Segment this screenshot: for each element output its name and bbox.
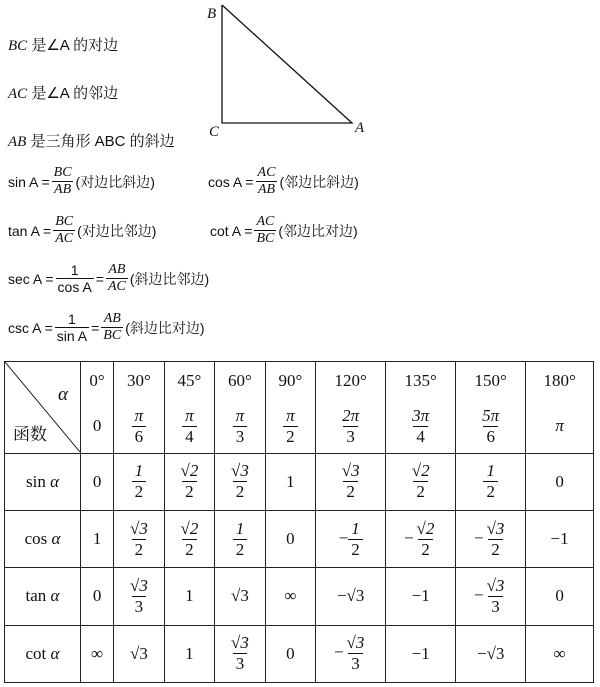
degree-value: 45° xyxy=(177,371,202,391)
numerator: AB xyxy=(103,311,121,326)
fraction xyxy=(228,633,252,674)
formula-lhs: sin A = xyxy=(8,173,50,190)
denominator: 2 xyxy=(132,481,147,502)
numerator: √2 xyxy=(180,461,199,481)
degree-value: 150° xyxy=(474,371,507,391)
function-name-cell xyxy=(5,625,81,682)
function-name: cos xyxy=(24,529,48,549)
cell-value: 1 xyxy=(185,586,194,606)
minus-sign: − xyxy=(473,527,484,547)
value-cell xyxy=(215,568,266,625)
denominator: 2 xyxy=(413,481,428,502)
cell-value: 0 xyxy=(555,586,564,606)
degree-cell xyxy=(316,362,386,401)
cell-value: 0 xyxy=(286,529,295,549)
degree-value: 0° xyxy=(89,371,105,391)
denominator: 2 xyxy=(233,481,248,502)
formula-lhs: cos A = xyxy=(208,173,254,190)
value-cell xyxy=(81,510,114,567)
function-label: 函数 xyxy=(13,424,47,445)
cell-value: √3 xyxy=(129,643,148,663)
numerator: 5π xyxy=(482,405,500,425)
cos-formula xyxy=(208,165,359,198)
table-row xyxy=(5,453,594,510)
denominator: 4 xyxy=(182,426,197,447)
value-cell xyxy=(526,625,594,682)
numerator: 1 xyxy=(235,518,245,538)
vertex-c-label: C xyxy=(209,124,220,140)
numerator: 2π xyxy=(342,405,360,425)
value-cell xyxy=(386,510,456,567)
numerator: AC xyxy=(257,165,276,180)
formula-note: (邻边比斜边) xyxy=(279,173,359,190)
denominator: 3 xyxy=(488,596,503,617)
radian-cell xyxy=(164,400,215,453)
equals-sign: = xyxy=(91,319,100,336)
value-cell xyxy=(456,625,526,682)
denominator: 2 xyxy=(418,539,433,560)
minus-sign: − xyxy=(333,642,344,662)
fraction xyxy=(127,519,151,560)
cell-value: 1 xyxy=(185,643,194,663)
fraction xyxy=(414,519,438,560)
radian-cell xyxy=(265,400,315,453)
function-name-cell xyxy=(5,510,81,567)
denominator: 2 xyxy=(483,481,498,502)
denominator: sin A xyxy=(56,328,88,344)
cell-value: ∞ xyxy=(284,586,297,606)
formula-note: (对边比斜边) xyxy=(75,173,155,190)
table-row xyxy=(5,568,594,625)
fraction xyxy=(348,519,363,560)
trig-values-table xyxy=(4,361,594,683)
numerator: π xyxy=(235,405,245,425)
fraction xyxy=(132,406,147,447)
denominator: BC xyxy=(256,231,275,246)
value-cell xyxy=(81,625,114,682)
denominator: AC xyxy=(55,231,74,246)
value-cell xyxy=(456,568,526,625)
vertex-b-label: B xyxy=(207,6,217,22)
fraction xyxy=(182,406,197,447)
definition-opposite xyxy=(8,34,118,55)
numerator: √3 xyxy=(231,633,249,653)
formula-note: (邻边比对边) xyxy=(278,222,358,239)
fraction xyxy=(127,576,151,617)
minus-sign: − xyxy=(473,585,484,605)
radian-cell xyxy=(316,400,386,453)
value-cell xyxy=(456,453,526,510)
value-cell xyxy=(526,453,594,510)
cell-value: 1 xyxy=(286,471,295,491)
value-cell xyxy=(164,453,215,510)
numerator: 1 xyxy=(70,262,79,278)
denominator: 3 xyxy=(233,653,248,674)
denominator: 3 xyxy=(233,426,248,447)
function-name-cell xyxy=(5,453,81,510)
radian-cell xyxy=(386,400,456,453)
cell-value: √3 xyxy=(231,586,249,606)
numerator: √3 xyxy=(486,575,505,595)
degree-cell xyxy=(164,362,215,401)
value-cell xyxy=(316,510,386,567)
value-cell xyxy=(386,568,456,625)
value-cell xyxy=(265,510,315,567)
cell-value: 0 xyxy=(286,643,295,663)
degree-row xyxy=(5,362,594,401)
fraction xyxy=(479,406,502,447)
fraction xyxy=(339,406,362,447)
formula-lhs: csc A = xyxy=(8,319,53,336)
value-cell xyxy=(265,453,315,510)
numerator: 1 xyxy=(134,461,144,481)
denominator: AB xyxy=(257,182,276,197)
formula-note: (斜边比对边) xyxy=(125,319,205,336)
numerator: AB xyxy=(108,262,126,277)
numerator: π xyxy=(286,405,295,425)
denominator: 2 xyxy=(182,539,197,560)
function-name: sin xyxy=(25,471,46,491)
function-variable: α xyxy=(50,643,60,663)
numerator: 1 xyxy=(486,461,495,481)
fraction xyxy=(132,461,147,502)
function-name: cot xyxy=(25,643,47,663)
fraction xyxy=(233,406,248,447)
side-ac: AC xyxy=(8,86,28,102)
numerator: √2 xyxy=(416,518,435,538)
denominator: 2 xyxy=(343,481,358,502)
csc-formula xyxy=(8,311,205,344)
formula-note: (对边比邻边) xyxy=(77,222,157,239)
denominator: 2 xyxy=(233,539,248,560)
denominator: 2 xyxy=(348,539,363,560)
definition-text: 是∠A 的对边 xyxy=(31,37,119,54)
numerator: π xyxy=(185,405,194,425)
numerator: 1 xyxy=(68,311,76,327)
function-variable: α xyxy=(50,586,60,606)
equals-sign: = xyxy=(95,270,104,287)
fraction xyxy=(178,519,202,560)
function-variable: α xyxy=(51,529,61,549)
fraction xyxy=(484,519,508,560)
value-cell xyxy=(114,568,165,625)
denominator: 3 xyxy=(348,653,363,674)
denominator: 3 xyxy=(343,426,358,447)
numerator: AC xyxy=(256,214,275,229)
definition-text: 是三角形 ABC 的斜边 xyxy=(30,133,175,150)
value-cell xyxy=(164,625,215,682)
numerator: √2 xyxy=(411,461,430,481)
denominator: 3 xyxy=(132,596,147,617)
cell-value: −1 xyxy=(411,586,430,606)
fraction xyxy=(283,406,298,447)
degree-cell xyxy=(81,362,114,401)
radian-cell xyxy=(215,400,266,453)
formula-lhs: sec A = xyxy=(8,270,54,287)
table-row xyxy=(5,625,594,682)
tan-formula xyxy=(8,214,156,247)
denominator: AC xyxy=(107,279,126,294)
denominator: 2 xyxy=(488,539,503,560)
numerator: BC xyxy=(55,214,74,229)
sin-formula xyxy=(8,165,155,198)
numerator: √3 xyxy=(129,518,148,538)
value-cell xyxy=(164,568,215,625)
value-cell xyxy=(114,453,165,510)
numerator: 1 xyxy=(351,518,360,538)
minus-sign: − xyxy=(403,527,414,547)
value-cell xyxy=(81,568,114,625)
value-cell xyxy=(456,510,526,567)
cell-value: 0 xyxy=(92,471,102,491)
cot-formula xyxy=(210,214,358,247)
radian-row xyxy=(5,400,594,453)
value-cell xyxy=(265,568,315,625)
numerator: √3 xyxy=(231,461,249,481)
table-row xyxy=(5,510,594,567)
denominator: 2 xyxy=(182,481,197,502)
cell-value: π xyxy=(555,416,564,436)
degree-value: 30° xyxy=(127,371,151,391)
value-cell xyxy=(215,510,266,567)
denominator: cos A xyxy=(57,279,92,295)
fraction xyxy=(409,461,433,502)
denominator: 4 xyxy=(413,426,428,447)
numerator: √3 xyxy=(346,633,365,653)
cell-value: −1 xyxy=(411,643,430,663)
definition-adjacent xyxy=(8,82,118,103)
degree-cell xyxy=(265,362,315,401)
value-cell xyxy=(316,453,386,510)
cell-value: 0 xyxy=(92,586,102,606)
degree-cell xyxy=(215,362,266,401)
numerator: √3 xyxy=(341,461,360,481)
degree-cell xyxy=(386,362,456,401)
radian-cell xyxy=(114,400,165,453)
denominator: 6 xyxy=(483,426,498,447)
radian-cell xyxy=(81,400,114,453)
function-name-cell xyxy=(5,568,81,625)
value-cell xyxy=(114,510,165,567)
numerator: √2 xyxy=(180,518,199,538)
radian-cell xyxy=(456,400,526,453)
minus-sign: − xyxy=(338,527,349,547)
fraction xyxy=(178,461,202,502)
cell-value: 0 xyxy=(555,471,564,491)
value-cell xyxy=(316,568,386,625)
value-cell xyxy=(526,510,594,567)
function-name: tan xyxy=(25,586,47,606)
denominator: 6 xyxy=(132,426,147,447)
formula-lhs: cot A = xyxy=(210,222,253,239)
right-triangle-diagram xyxy=(205,0,375,150)
degree-value: 120° xyxy=(334,371,367,391)
degree-value: 90° xyxy=(278,371,303,391)
value-cell xyxy=(386,453,456,510)
cell-value: ∞ xyxy=(553,643,566,663)
value-cell xyxy=(316,625,386,682)
vertex-a-label: A xyxy=(355,120,365,136)
cell-value: −√3 xyxy=(476,643,505,663)
value-cell xyxy=(81,453,114,510)
numerator: 3π xyxy=(412,405,430,425)
fraction xyxy=(483,461,498,502)
denominator: 2 xyxy=(283,426,298,447)
denominator: AB xyxy=(54,182,72,197)
fraction xyxy=(344,633,368,674)
cell-value: −√3 xyxy=(336,586,365,606)
value-cell xyxy=(265,625,315,682)
value-cell xyxy=(164,510,215,567)
numerator: BC xyxy=(53,165,72,180)
formula-lhs: tan A = xyxy=(8,222,52,239)
function-variable: α xyxy=(50,471,60,491)
sec-formula xyxy=(8,262,209,295)
value-cell xyxy=(114,625,165,682)
degree-value: 135° xyxy=(404,371,437,391)
fraction xyxy=(409,406,432,447)
numerator: √3 xyxy=(486,518,505,538)
denominator: BC xyxy=(103,328,122,343)
radian-cell xyxy=(526,400,594,453)
fraction xyxy=(233,519,248,560)
value-cell xyxy=(215,625,266,682)
formula-note: (斜边比邻边) xyxy=(129,270,210,287)
cell-value: ∞ xyxy=(91,643,104,663)
value-cell xyxy=(386,625,456,682)
value-cell xyxy=(526,568,594,625)
definition-hypotenuse xyxy=(8,130,175,151)
cell-value: 1 xyxy=(92,529,102,549)
fraction xyxy=(339,461,363,502)
degree-value: 180° xyxy=(543,371,576,391)
cell-value: −1 xyxy=(550,529,569,549)
numerator: π xyxy=(134,405,144,425)
denominator: 2 xyxy=(132,539,147,560)
fraction xyxy=(228,461,252,502)
value-cell xyxy=(215,453,266,510)
corner-header xyxy=(5,362,81,454)
side-ab: AB xyxy=(8,134,27,150)
degree-value: 60° xyxy=(228,371,252,391)
definition-text: 是∠A 的邻边 xyxy=(31,85,119,102)
side-bc: BC xyxy=(8,38,28,54)
degree-cell xyxy=(114,362,165,401)
numerator: √3 xyxy=(129,575,148,595)
fraction xyxy=(484,576,508,617)
degree-cell xyxy=(456,362,526,401)
degree-cell xyxy=(526,362,594,401)
alpha-label: α xyxy=(58,384,68,405)
cell-value: 0 xyxy=(92,416,102,436)
